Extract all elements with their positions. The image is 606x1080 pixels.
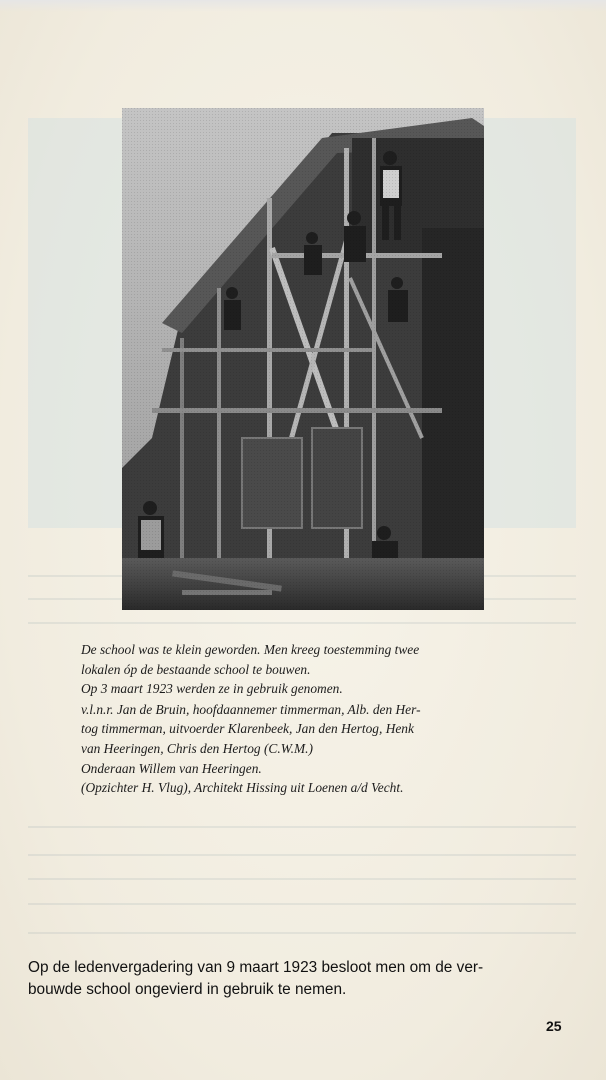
caption-line: De school was te klein geworden. Men kreeg toestemming twee: [81, 642, 420, 657]
caption-line: lokalen óp de bestaande school te bouwen.: [81, 661, 311, 677]
caption-line: v.l.n.r. Jan de Bruin, hoofdaannemer timmerman, Alb. den Her-: [81, 701, 421, 717]
bleed-line: [28, 854, 576, 856]
bleed-line: [28, 878, 576, 880]
page-number: 25: [546, 1018, 562, 1034]
caption-line: (Opzichter H. Vlug), Architekt Hissing uit Loenen a/d Vecht.: [81, 780, 404, 796]
caption-line: Onderaan Willem van Heeringen.: [81, 760, 262, 776]
caption-line: van Heeringen, Chris den Hertog (C.W.M.): [81, 740, 313, 756]
bleed-line: [28, 903, 576, 905]
page-top-shadow: [0, 0, 606, 12]
bleed-line: [28, 622, 576, 624]
body-line: Op de ledenvergadering van 9 maart 1923 besloot men om de ver-: [28, 959, 484, 976]
caption-line: Op 3 maart 1923 werden ze in gebruik genomen.: [81, 681, 343, 697]
bleed-line: [28, 826, 576, 828]
photo-illustration: [122, 108, 484, 610]
bleed-line: [28, 932, 576, 934]
caption-line: tog timmerman, uitvoerder Klarenbeek, Jan den Hertog, Henk: [81, 721, 414, 737]
photo-caption: [81, 640, 551, 798]
body-line: bouwde school ongevierd in gebruik te nemen.: [28, 981, 347, 998]
historic-photo-school-construction: [122, 108, 484, 610]
body-paragraph: [28, 957, 578, 1001]
